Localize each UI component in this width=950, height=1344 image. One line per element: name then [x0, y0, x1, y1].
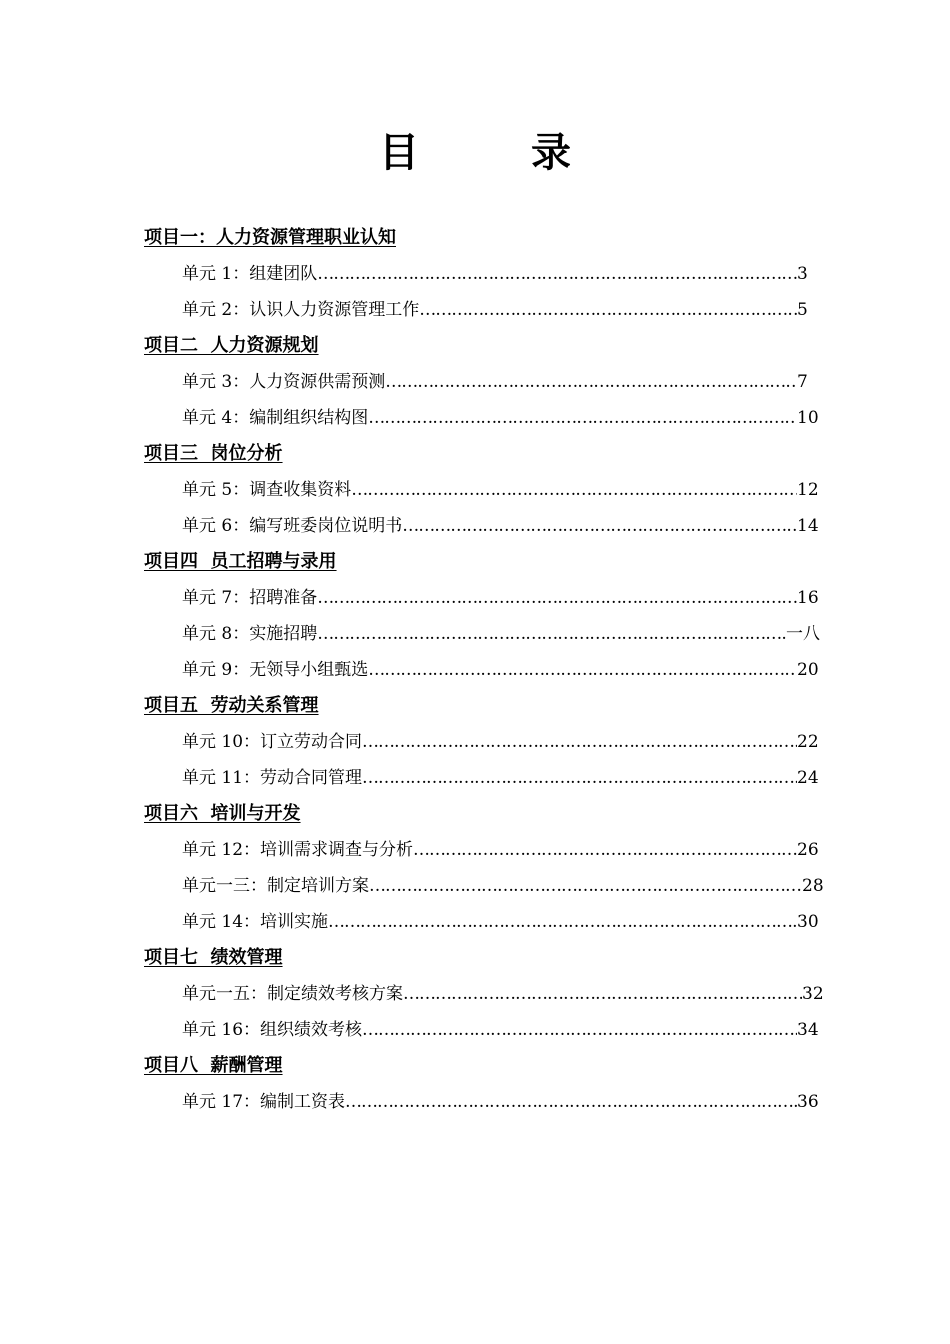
- toc-unit-label: 单元 7：招聘准备: [182, 588, 318, 608]
- toc-unit-entry[interactable]: [144, 724, 824, 760]
- toc-unit-label: 单元 17：编制工资表: [182, 1092, 346, 1112]
- toc-dot-leader: [362, 724, 797, 760]
- toc-dot-leader: [351, 472, 797, 508]
- toc-project-heading-text: 项目六 培训与开发: [144, 803, 301, 824]
- toc-unit-label: 单元 5：调查收集资料: [182, 480, 352, 500]
- toc-unit-entry[interactable]: [144, 364, 824, 400]
- toc-page-number: 30: [797, 912, 819, 932]
- toc-unit-entry[interactable]: [144, 1084, 824, 1120]
- toc-unit-label: 单元一三：制定培训方案: [182, 876, 369, 896]
- toc-dot-leader: [317, 616, 786, 652]
- toc-dot-leader: [345, 1084, 797, 1120]
- toc-unit-label: 单元 14：培训实施: [182, 912, 329, 932]
- toc-unit-entry[interactable]: [144, 580, 824, 616]
- toc-unit-entry[interactable]: [144, 868, 824, 904]
- toc-unit-entry[interactable]: [144, 760, 824, 796]
- toc-unit-label: 单元 8：实施招聘: [182, 624, 318, 644]
- toc-dot-leader: [413, 832, 797, 868]
- toc-page-number: 14: [797, 516, 819, 536]
- toc-dot-leader: [317, 256, 797, 292]
- toc-dot-leader: [419, 292, 797, 328]
- toc-page-number: 10: [797, 408, 819, 428]
- toc-page-number: 7: [797, 372, 808, 392]
- toc-unit-entry[interactable]: [144, 400, 824, 436]
- toc-project-heading[interactable]: [144, 796, 824, 832]
- toc-page-number: 16: [797, 588, 819, 608]
- toc-page-number: 20: [797, 660, 819, 680]
- toc-project-heading-text: 项目四 员工招聘与录用: [144, 551, 337, 572]
- toc-unit-label: 单元 10：订立劳动合同: [182, 732, 363, 752]
- toc-page-number: 36: [797, 1092, 819, 1112]
- toc-unit-label: 单元 11：劳动合同管理: [182, 768, 363, 788]
- toc-project-heading[interactable]: [144, 1048, 824, 1084]
- toc-unit-entry[interactable]: [144, 652, 824, 688]
- toc-unit-entry[interactable]: [144, 616, 824, 652]
- toc-page-number: 22: [797, 732, 819, 752]
- toc-page-number: 32: [802, 984, 824, 1004]
- toc-project-heading-text: 项目二 人力资源规划: [144, 335, 319, 356]
- toc-project-heading-text: 项目一：人力资源管理职业认知: [144, 227, 396, 248]
- toc-page-number: 12: [797, 480, 819, 500]
- toc-page-number: 3: [797, 264, 808, 284]
- page-title: 目 录: [379, 129, 607, 176]
- toc-dot-leader: [402, 508, 797, 544]
- toc-unit-label: 单元一五：制定绩效考核方案: [182, 984, 403, 1004]
- toc-project-heading-text: 项目八 薪酬管理: [144, 1055, 283, 1076]
- toc-unit-label: 单元 16：组织绩效考核: [182, 1020, 363, 1040]
- toc-unit-entry[interactable]: [144, 904, 824, 940]
- toc-page-number: 5: [797, 300, 808, 320]
- toc-dot-leader: [368, 652, 797, 688]
- toc-page-number: 28: [802, 876, 824, 896]
- toc-unit-label: 单元 6：编写班委岗位说明书: [182, 516, 403, 536]
- toc-unit-label: 单元 12：培训需求调查与分析: [182, 840, 414, 860]
- toc-dot-leader: [328, 904, 797, 940]
- toc-dot-leader: [385, 364, 797, 400]
- toc-unit-label: 单元 9：无领导小组甄选: [182, 660, 369, 680]
- toc-project-heading[interactable]: [144, 688, 824, 724]
- toc-unit-entry[interactable]: [144, 1012, 824, 1048]
- toc-project-heading-text: 项目五 劳动关系管理: [144, 695, 319, 716]
- toc-project-heading[interactable]: [144, 436, 824, 472]
- toc-unit-entry[interactable]: [144, 292, 824, 328]
- toc-dot-leader: [317, 580, 797, 616]
- toc-dot-leader: [362, 760, 797, 796]
- toc-unit-entry[interactable]: [144, 976, 824, 1012]
- toc-unit-entry[interactable]: [144, 832, 824, 868]
- toc-unit-label: 单元 3：人力资源供需预测: [182, 372, 386, 392]
- toc-unit-entry[interactable]: [144, 256, 824, 292]
- toc-unit-entry[interactable]: [144, 508, 824, 544]
- toc-project-heading[interactable]: [144, 940, 824, 976]
- table-of-contents: [144, 220, 824, 1120]
- toc-project-heading[interactable]: [144, 220, 824, 256]
- toc-project-heading-text: 项目三 岗位分析: [144, 443, 283, 464]
- toc-dot-leader: [403, 976, 802, 1012]
- toc-unit-label: 单元 2：认识人力资源管理工作: [182, 300, 420, 320]
- toc-project-heading[interactable]: [144, 328, 824, 364]
- toc-page-number: 一八: [786, 624, 820, 644]
- toc-project-heading-text: 项目七 绩效管理: [144, 947, 283, 968]
- toc-dot-leader: [368, 400, 797, 436]
- toc-unit-entry[interactable]: [144, 472, 824, 508]
- toc-unit-label: 单元 1：组建团队: [182, 264, 318, 284]
- toc-dot-leader: [362, 1012, 797, 1048]
- toc-dot-leader: [369, 868, 802, 904]
- toc-page-number: 26: [797, 840, 819, 860]
- toc-page-number: 34: [797, 1020, 819, 1040]
- toc-unit-label: 单元 4：编制组织结构图: [182, 408, 369, 428]
- toc-page-number: 24: [797, 768, 819, 788]
- toc-project-heading[interactable]: [144, 544, 824, 580]
